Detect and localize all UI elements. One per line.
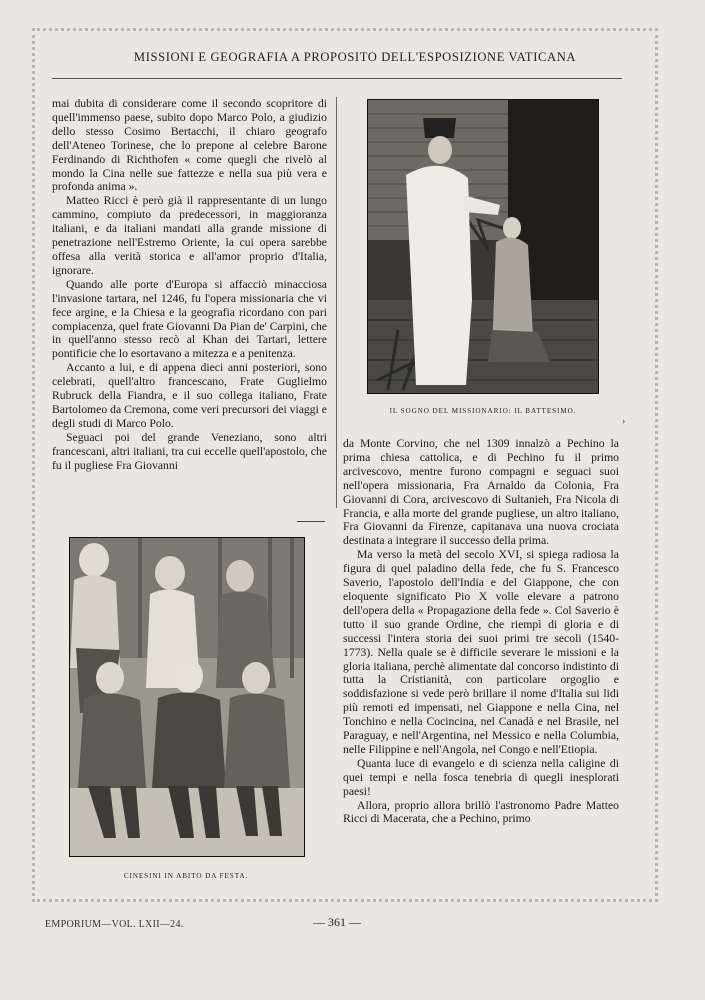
column-divider — [336, 97, 337, 508]
text-column-left — [52, 97, 327, 472]
column-end-rule — [297, 521, 325, 522]
paragraph: Quando alle porte d'Europa si affacciò minacciosa l'invasione tartara, nel 1246, fu l'opera missionaria che vi fece argine, e la Chiesa e la geografia ricordano con pari compiacenza, quel frate Giovanni Da Pian de' Carpini, che in quell'anno stesso recò al Khan dei Tartari, lettere pontificie che lo esortavano a mitezza e a penitenza. — [52, 277, 327, 361]
text-column-right — [343, 437, 619, 826]
figure-caption: IL SOGNO DEL MISSIONARIO: IL BATTESIMO. — [389, 407, 577, 415]
paragraph: Allora, proprio allora brillò l'astronomo Padre Matteo Ricci di Macerata, che a Pechino, primo — [343, 798, 619, 826]
footer-publication: EMPORIUM—VOL. LXII—24. — [45, 919, 184, 930]
header-rule — [52, 78, 622, 79]
chinese-children-illustration — [70, 538, 304, 856]
paragraph: Ma verso la metà del secolo XVI, si spiega radiosa la figura di quel paladino della fede, che fu S. Francesco Saverio, l'apostolo dell'India e del Giappone, che con eloquente significato Pio X volle elevare a patrono dell'opera della « Propagazione della fede ». Col Saverio è tutto il suo grande Ordine, che riempì di gloria e di successi l'intera storia dei suoi primi tre secoli (1540-1773). Nella quale se è difficile severare le missioni e la gloria italiana, perchè alimentate dal concorso indistinto di tutta la Cristianità, con particolare orgoglio e soddisfazione si vede però brillare il nome d'Italia sui lidi più remoti ed impensati, nel Giappone e nella Cina, nel Tonchino e nella Cocincina, nel Canadà e nel Brasile, nel Paraguay, e nell'Argentina, nel Messico e nella Columbia, nelle Filippine e nell'Angola, nel Congo e nell'Etiopia. — [343, 548, 619, 756]
page-header: MISSIONI E GEOGRAFIA A PROPOSITO DELL'ESPOSIZIONE VATICANA — [133, 50, 577, 64]
page-number: — 361 — — [313, 915, 361, 929]
paragraph: Quanta luce di evangelo e di scienza nella caligine di quei tempi e nella fosca tenebria di quegli inesplorati paesi! — [343, 756, 619, 798]
paragraph: Matteo Ricci è però già il rappresentante di un lungo cammino, compiuto da predecessori, in maggioranza italiani, e da italiani mandati alla grande missione di penetrazione nell'Estremo Oriente, la cui opera sarebbe offesa alla verità storica e all'amor proprio d'Italia, ignorare. — [52, 194, 327, 277]
figure-caption: CINESINI IN ABITO DA FESTA. — [123, 872, 249, 880]
paragraph: mai dubita di considerare come il secondo scopritore di quell'immenso paese, subito dopo Marco Polo, a giudizio dello stesso Cosimo Bertacchi, il chiaro geografo dell'Ateneo Torinese, che lo prepone al celebre Barone Ferdinando di Richthofen « come quegli che rivelò al mondo la Cina nelle sue fattezze e nella sua più vera e profonda anima ». — [52, 97, 327, 194]
photo-chinese-children — [69, 537, 305, 857]
paragraph: Seguaci poi del grande Veneziano, sono altri francescani, altri italiani, tra cui eccelle quell'apostolo, che fu il pugliese Fra Giovanni — [52, 430, 327, 472]
paragraph: Accanto a lui, e di appena dieci anni posteriori, sono celebrati, quell'altro francescano, Frate Guglielmo Rubruck della Fiandra, e il suo collega italiano, Frate Bartolomeo da Cremona, come veri precursori dei viaggi e degli studi di Marco Polo. — [52, 361, 327, 430]
paragraph: da Monte Corvino, che nel 1309 innalzò a Pechino la prima chiesa cattolica, e di Pechino fu il primo arcivescovo, mentre furono compagni e seguaci suoi nell'opera missionaria, Fra Arnaldo da Colonia, Fra Giovanni di Cora, arcivescovo di Sultanieh, Fra Nicola di Francia, e alla morte del grande pugliese, un altro italiano, Fra Giovanni da Firenze, capitanava una nuova crociata destinata a integrare il successo della prima. — [343, 437, 619, 548]
margin-mark: › — [622, 416, 626, 427]
missionary-baptism-illustration — [368, 100, 598, 393]
photo-missionary-baptism — [367, 99, 599, 394]
